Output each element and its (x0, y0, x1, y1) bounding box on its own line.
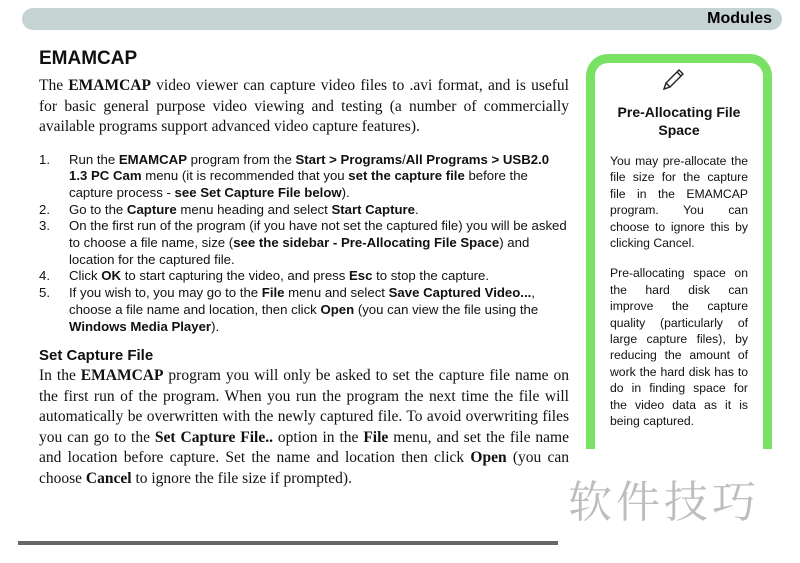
list-item (39, 268, 569, 285)
bold-text: File (261, 285, 285, 301)
sidebar-paragraph: Pre-allocating space on the hard disk can improve the capture quality (particularly of large capture files), by reducing the amount of work the hard disk has to do in finding space for the video data as it is being captured. (610, 266, 748, 429)
text-run: In the (39, 367, 81, 385)
steps-list (39, 152, 569, 336)
text-run: ). (341, 184, 350, 200)
bold-text: Cancel (85, 469, 132, 487)
list-item-number: 4. (39, 268, 50, 284)
sidebar (586, 54, 772, 449)
bold-text: EMAMCAP (80, 367, 164, 385)
text-run: menu and select (284, 285, 389, 301)
section-title: EMAMCAP (39, 48, 138, 69)
text-run: ). (211, 318, 220, 334)
list-item-number: 3. (39, 218, 50, 234)
intro-paragraph (39, 76, 569, 138)
text-run: The (39, 77, 69, 94)
text-run: program you will only be asked to set the capture file name on the first run of the program. When you run the program the next time the file will automatically be overwritten with the newly captured file. To avoid overwriting files you can go to the (39, 367, 569, 446)
bottom-rule (18, 541, 558, 545)
list-item-text (69, 218, 569, 268)
subsection-paragraph (39, 366, 569, 489)
text-run: (you can choose (39, 449, 570, 487)
header-bar (22, 8, 782, 30)
text-run: menu, and set the file name and location before capture. Set the name and location then click (39, 428, 569, 467)
text-run: If you wish to, you may go to the (69, 285, 262, 301)
list-item-text (69, 152, 569, 202)
bold-text: File (363, 428, 389, 446)
watermark: 软件技巧 (568, 477, 760, 528)
bold-text: OK (101, 268, 122, 284)
bold-text: Capture (126, 201, 177, 217)
subsection-title: Set Capture File (39, 347, 154, 365)
list-item-number: 2. (39, 201, 50, 217)
bold-text: see the sidebar - Pre-Allocating File Space (233, 235, 500, 251)
bold-text: Start Capture (331, 201, 415, 217)
list-item-number: 1. (39, 151, 50, 167)
main-content (39, 48, 569, 489)
bold-text: All Programs > USB2.0 1.3 PC Cam (69, 151, 550, 184)
bold-text: Windows Media Player (69, 318, 212, 334)
bold-text: set the capture file (348, 168, 465, 184)
bold-text: Set Capture File.. (154, 428, 273, 446)
text-run: Go to the (69, 201, 127, 217)
bold-text: Open (470, 449, 507, 467)
text-run: video viewer can capture video files to .avi format, and is useful for basic general purpose video viewing and testing (a number of commercially available programs support advanced video capture features). (39, 77, 569, 135)
list-item-number: 5. (39, 285, 50, 301)
list-item (39, 202, 569, 219)
text-run: menu (it is recommended that you (141, 168, 349, 184)
bold-text: EMAMCAP (118, 151, 187, 167)
text-run: / (402, 151, 406, 167)
text-run: menu heading and select (176, 201, 332, 217)
list-item-text (69, 268, 569, 285)
sidebar-paragraph: You may pre-allocate the file size for the capture file in the EMAMCAP program. You can choose to ignore this by clicking Cancel. (610, 154, 748, 251)
sidebar-body (610, 153, 748, 444)
bold-text: Start > Programs (295, 151, 403, 167)
list-item (39, 218, 569, 268)
bold-text: EMAMCAP (68, 77, 151, 94)
text-run: (you can view the file using the (354, 301, 539, 317)
bold-text: Open (320, 301, 355, 317)
bold-text: see Set Capture File below (174, 184, 342, 200)
header-title: Modules (707, 10, 772, 27)
text-run: to start capturing the video, and press (121, 268, 350, 284)
list-item-text (69, 285, 569, 335)
text-run: to ignore the file size if prompted). (131, 469, 352, 487)
text-run: Click (69, 268, 102, 284)
bold-text: Save Captured Video... (388, 285, 532, 301)
text-run: . (415, 201, 419, 217)
text-run: before the capture process - (69, 168, 528, 200)
text-run: option in the (273, 428, 364, 446)
list-item (39, 285, 569, 335)
bold-text: Esc (349, 268, 373, 284)
pencil-icon (651, 65, 691, 93)
list-item (39, 152, 569, 202)
text-run: , choose a file name and location, then click (69, 285, 535, 317)
text-run: ) and location for the captured file. (69, 235, 530, 267)
sidebar-title: Pre-Allocating File Space (617, 104, 741, 138)
text-run: to stop the capture. (372, 268, 490, 284)
text-run: Run the (69, 151, 119, 167)
text-run: program from the (187, 151, 296, 167)
list-item-text (69, 202, 569, 219)
text-run: On the first run of the program (if you have not set the captured file) you will be asked to choose a file name, size ( (69, 218, 567, 251)
